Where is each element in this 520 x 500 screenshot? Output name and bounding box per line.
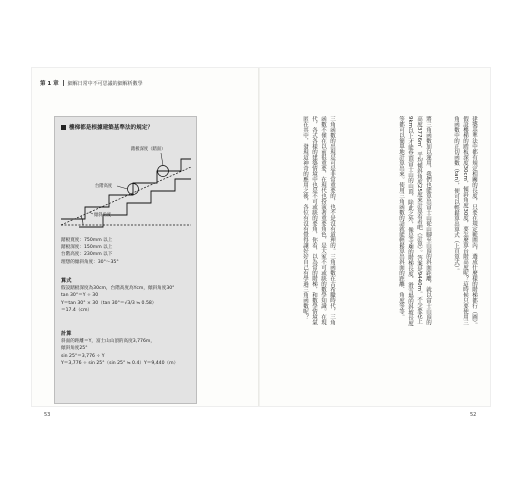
angle-leader bbox=[89, 212, 93, 214]
spec-list bbox=[61, 237, 119, 266]
calculation-line: 傾斜角度25° bbox=[61, 346, 88, 352]
chapter-title: 細解日常中不可思議的細解析數學 bbox=[67, 80, 143, 87]
calculation-block bbox=[61, 327, 178, 367]
tread-label: 踏板深度（踏面） bbox=[131, 147, 166, 152]
calculation-line: 斜面的距離＝Y，富士山山頂的高度3,776m， bbox=[61, 339, 155, 345]
formula-block bbox=[61, 274, 174, 314]
formula-line: tan 30°＝Y ÷ 30 bbox=[61, 293, 99, 299]
spec-item: 台階高度：230mm 以下 bbox=[61, 252, 113, 258]
body-text-paragraph-3: 三角函數的出現是可是非常重要的，也不是沒有道理的。三角函數在古希臘時代，三角函數不僅在以前很重要，在現代也扮演著重要角色，是大家不可或缺的數學知識。在現代，各式各樣的建築情境中也是不可或缺的要角，你看，以為常的階梯，和數學情境氣匿在其中，發現這神奇的應用之後，各位有沒有覺得讓好好自己有學過三角函數呢？ bbox=[302, 116, 335, 325]
header-divider bbox=[63, 80, 64, 86]
calculation-line: sin 25°＝3,776 ÷ Y bbox=[61, 353, 105, 359]
chapter-header bbox=[40, 79, 143, 87]
formula-heading: 算式 bbox=[61, 278, 72, 284]
spec-item: 理想的傾斜角度：30°～35° bbox=[61, 259, 119, 265]
figure-box bbox=[54, 116, 197, 404]
square-bullet-icon bbox=[61, 125, 66, 130]
formula-line: Y＝tan 30° × 30（tan 30°＝√3/3 ≒ 0.58） bbox=[61, 300, 157, 306]
tread-leader bbox=[161, 153, 163, 166]
stair-diagram bbox=[59, 137, 192, 233]
spec-item: 踏板深度：150mm 以上 bbox=[61, 245, 113, 251]
formula-line: 假設踏板深度為30cm，台階高度為Ycm，傾斜角度30° bbox=[61, 286, 175, 292]
book-gutter bbox=[258, 68, 260, 406]
incline-line bbox=[61, 167, 191, 225]
riser-leader bbox=[117, 186, 128, 189]
body-text-paragraph-1: 建築基準法中都有規定相關的長度，只要在規定範圍內，選成什麼樣的階梯都行（圖）。假設樓梯的踏板深度30cm，傾斜角度30度，要怎麼算台階高度呢？這時候只要使用三角函數中的正切函數（tan），便可以輕鬆算出算式（上頁算式）。 bbox=[453, 116, 477, 328]
riser-label: 台階高度 bbox=[95, 184, 113, 189]
figure-title: 樓梯都是根據建築基準法的規定？ bbox=[61, 123, 153, 131]
calculation-line: Y＝3,776 ÷ sin 25°（sin 25° ≒ 0.4）Y＝9,440（m） bbox=[61, 360, 179, 366]
angle-arc bbox=[81, 216, 83, 225]
page-number-left: 53 bbox=[44, 412, 51, 418]
angle-label: 傾斜角度 bbox=[94, 213, 112, 218]
body-text-paragraph-2: 將三角函數加以運用，我們也能算出富士山從山腳至山頂的斜面距離，就以富士山頂的高度3776m，平均傾斜角度25度來計算看看吧（計算）。答案是9440m。不少要花上9km以上才能登頂富士山的山頂，除此之外，像是寺廟的階梯長度、滑雪場的斜坡長度等都可以簡單地計算出來。使用三角函數的話就能輕鬆算出斜面的距離、角度等等。 bbox=[398, 116, 431, 327]
calculation-heading: 計算 bbox=[61, 331, 72, 337]
stair-outline bbox=[61, 159, 191, 219]
formula-line: ＝17.4（cm） bbox=[61, 307, 93, 313]
spec-item: 踏板寬度：750mm 以上 bbox=[61, 238, 113, 243]
page-number-right: 52 bbox=[470, 412, 477, 418]
chapter-number: 第 1 章 bbox=[40, 81, 59, 87]
